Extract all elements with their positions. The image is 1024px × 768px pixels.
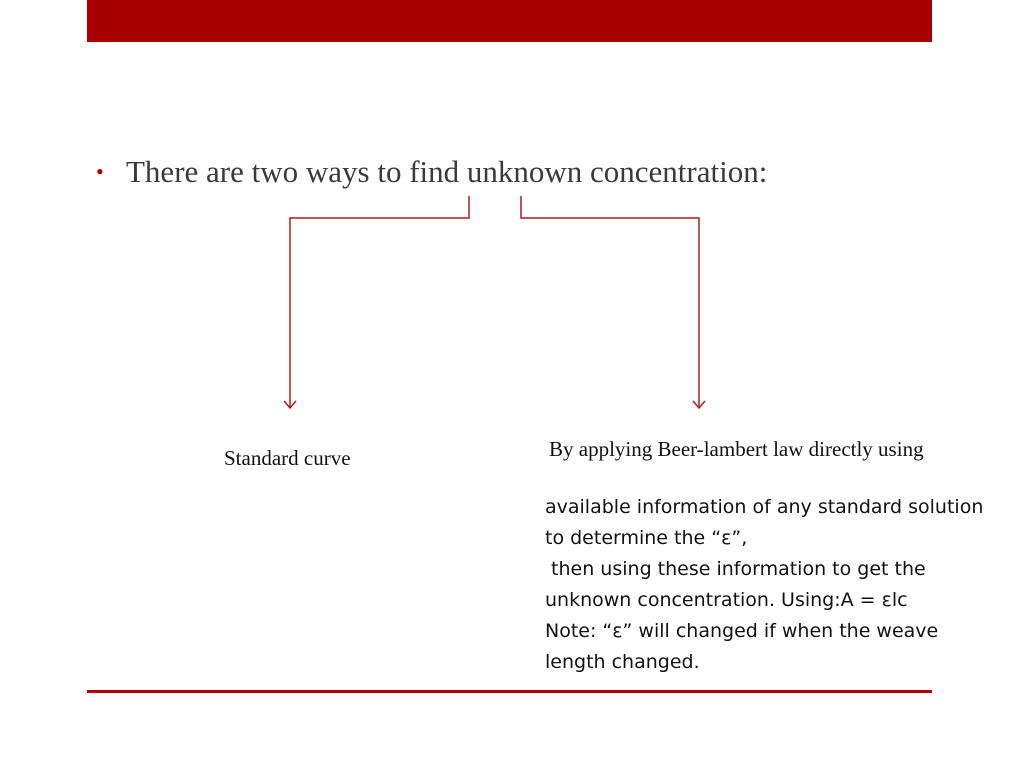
beer-lambert-description xyxy=(545,492,1020,678)
standard-curve-label: Standard curve xyxy=(224,446,351,470)
bottom-divider xyxy=(87,690,932,693)
description-line: unknown concentration. Using:A = εlc xyxy=(545,589,908,611)
description-line: to determine the “ε”, xyxy=(545,527,748,549)
description-line: Note: “ε” will changed if when the weave xyxy=(545,620,939,642)
description-line: then using these information to get the xyxy=(545,558,926,580)
right-branch-line xyxy=(521,196,699,408)
beer-lambert-heading: By applying Beer-lambert law directly using xyxy=(549,437,924,461)
description-line: length changed. xyxy=(545,651,700,673)
bullet-dot-icon: • xyxy=(96,159,104,184)
description-line: available information of any standard solution xyxy=(545,496,984,518)
bullet-text: There are two ways to find unknown concentration: xyxy=(126,154,768,189)
left-branch-line xyxy=(290,196,469,408)
